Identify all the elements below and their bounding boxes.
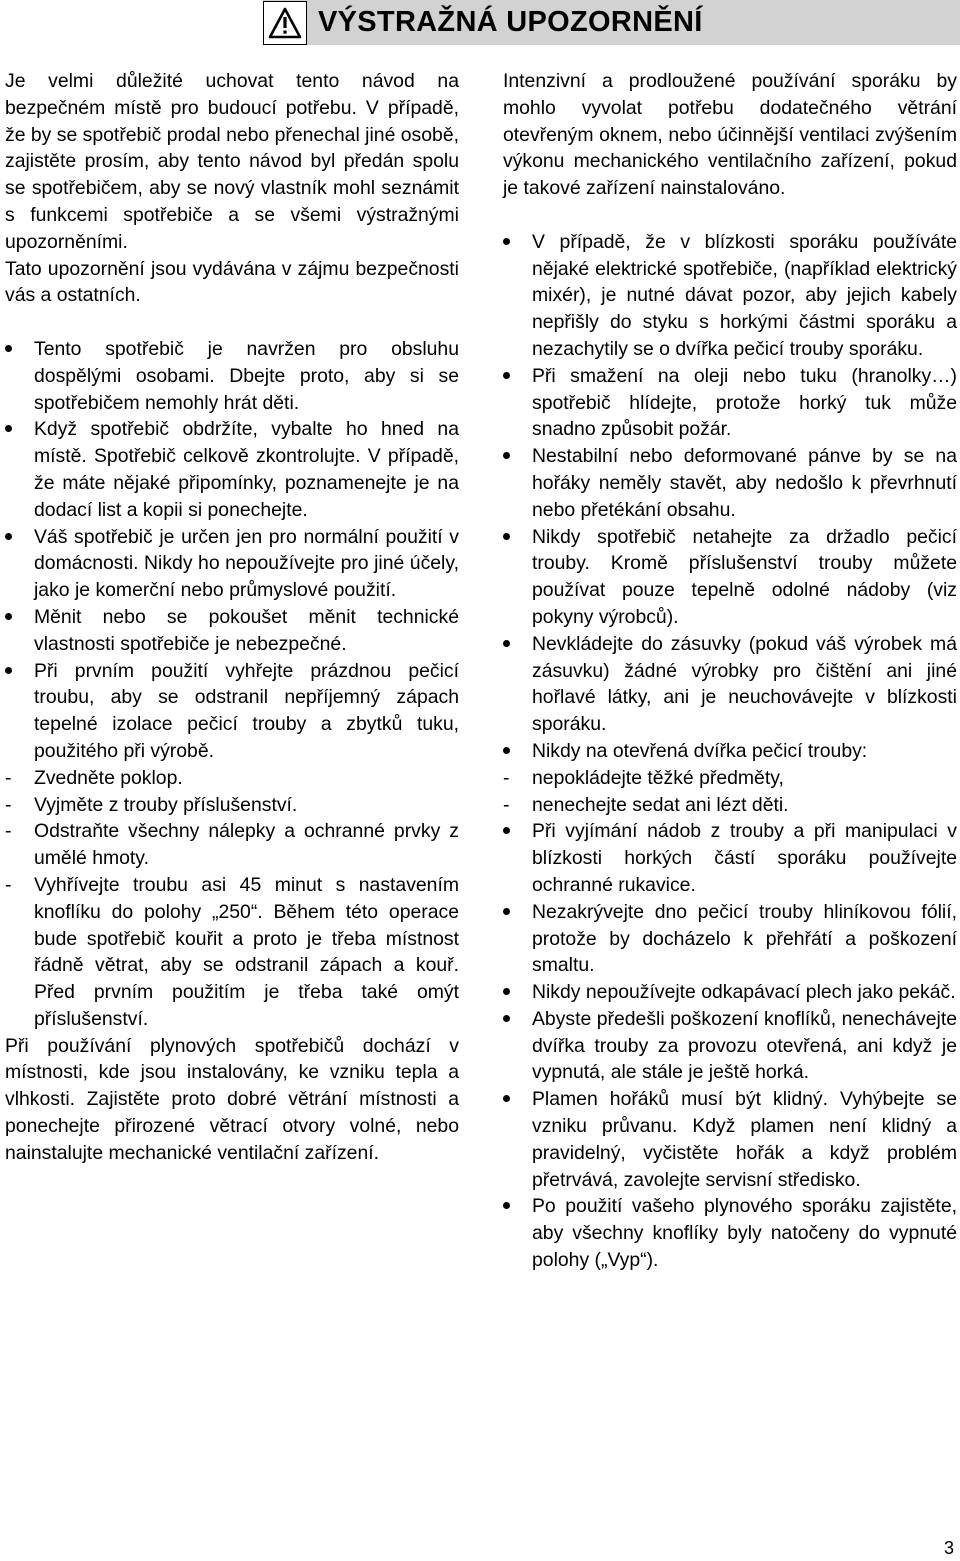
list-item: Při vyjímání nádob z trouby a při manipulaci v blízkosti horkých částí sporáku používejte ochranné rukavice. (503, 818, 957, 898)
warning-triangle-icon (267, 6, 303, 40)
list-item: Nikdy nepoužívejte odkapávací plech jako pekáč. (503, 979, 957, 1006)
right-bullet-list-2 (503, 818, 957, 1274)
list-item: Po použití vašeho plynového sporáku zajistěte, aby všechny knoflíky byly natočeny do vypnuté polohy („Vyp“). (503, 1193, 957, 1273)
list-item: Nikdy spotřebič netahejte za držadlo pečicí trouby. Kromě příslušenství trouby můžete používat pouze tepelně odolné nádoby (viz pokyny výrobců). (503, 524, 957, 631)
outro-paragraph: Při používání plynových spotřebičů dochází v místnosti, kde jsou instalovány, ke vzniku tepla a vlhkosti. Zajistěte proto dobré větrání místnosti a ponechejte přirozené větrací otvory volné, nebo nainstalujte mechanické ventilační zařízení. (5, 1034, 459, 1164)
right-bullet-list (503, 229, 957, 765)
left-dash-list (5, 765, 459, 1033)
list-item: Tento spotřebič je navržen pro obsluhu dospělými osobami. Dbejte proto, aby si se spotřebičem nemohly hrát děti. (5, 336, 459, 416)
intro-note: Tato upozornění jsou vydávána v zájmu bezpečnosti vás a ostatních. (5, 257, 459, 307)
dash-item: - Odstraňte všechny nálepky a ochranné prvky z umělé hmoty. (5, 820, 459, 870)
ventilation-paragraph: Intenzivní a prodloužené používání sporáku by mohlo vyvolat potřebu dodatečného větrání otevřeným oknem, nebo účinnější ventilaci zvýšením výkonu mechanického ventilačního zařízení, pokud je takové zařízení nainstalováno. (503, 70, 957, 200)
right-dash-list (503, 765, 957, 819)
left-bullet-list (5, 336, 459, 765)
list-item: Abyste předešli poškození knoflíků, nenechávejte dvířka trouby za provozu otevřená, ani když je vypnutá, ale stále je ještě horká. (503, 1006, 957, 1086)
list-item: Nezakrývejte dno pečicí trouby hliníkovou fólií, protože by docházelo k přehřátí a poškození smaltu. (503, 899, 957, 979)
dash-item: - Vyjměte z trouby příslušenství. (5, 793, 298, 816)
right-column (503, 68, 957, 1274)
list-item: Plamen hořáků musí být klidný. Vyhýbejte se vzniku průvanu. Když plamen není klidný a pravidelný, vyčistěte hořák a když problém přetrvává, zavolejte servisní středisko. (503, 1086, 957, 1193)
dash-item: - Vyhřívejte troubu asi 45 minut s nastavením knoflíku do polohy „250“. Během této operace bude spotřebič kouřit a proto je třeba místnost řádně větrat, aby se odstranil zápach a kouř. Před prvním použitím je třeba také omýt příslušenství. (5, 873, 459, 1030)
list-item: Nestabilní nebo deformované pánve by se na hořáky neměly stavět, aby nedošlo k převrhnutí nebo přetékání obsahu. (503, 443, 957, 523)
list-item: V případě, že v blízkosti sporáku používáte nějaké elektrické spotřebiče, (například elektrický mixér), je nutné dávat pozor, aby jejich kabely nepřišly do styku s horkými částmi sporáku a nezachytily se o dvířka pečicí trouby sporáku. (503, 229, 957, 363)
list-item: Měnit nebo se pokoušet měnit technické vlastnosti spotřebiče je nebezpečné. (5, 604, 459, 658)
left-column (5, 68, 459, 1167)
warning-icon-box (263, 1, 307, 45)
section-header (263, 0, 960, 45)
section-title: VÝSTRAŽNÁ UPOZORNĚNÍ (318, 6, 703, 39)
list-item: Váš spotřebič je určen jen pro normální použití v domácnosti. Nikdy ho nepoužívejte pro jiné účely, jako je komerční nebo průmyslové použití. (5, 524, 459, 604)
list-item: Nevkládejte do zásuvky (pokud váš výrobek má zásuvku) žádné výrobky pro čištění ani jiné hořlavé látky, ani je neuchovávejte v blízkosti sporáku. (503, 631, 957, 738)
list-item: Nikdy na otevřená dvířka pečicí trouby: (503, 738, 957, 765)
dash-item: - nepokládejte těžké předměty, (503, 766, 784, 789)
list-item: Když spotřebič obdržíte, vybalte ho hned na místě. Spotřebič celkově zkontrolujte. V případě, že máte nějaké připomínky, poznamenejte je na dodací list a kopii si ponechejte. (5, 416, 459, 523)
list-item: Při smažení na oleji nebo tuku (hranolky…) spotřebič hlídejte, protože horký tuk může snadno způsobit požár. (503, 363, 957, 443)
intro-paragraph: Je velmi důležité uchovat tento návod na bezpečném místě pro budoucí potřebu. V případě, že by se spotřebič prodal nebo přenechal jiné osobě, zajistěte prosím, aby tento návod byl předán spolu se spotřebičem, aby se nový vlastník mohl seznámit s funkcemi spotřebiče a se všemi výstražnými upozorněními. (5, 70, 459, 253)
dash-item: - Zvedněte poklop. (5, 766, 183, 789)
page-number: 3 (943, 1538, 954, 1558)
list-item: Při prvním použití vyhřejte prázdnou pečicí troubu, aby se odstranil nepříjemný zápach tepelné izolace pečicí trouby a zbytků tuku, použitého při výrobě. (5, 658, 459, 765)
dash-item: - nenechejte sedat ani lézt děti. (503, 793, 789, 816)
